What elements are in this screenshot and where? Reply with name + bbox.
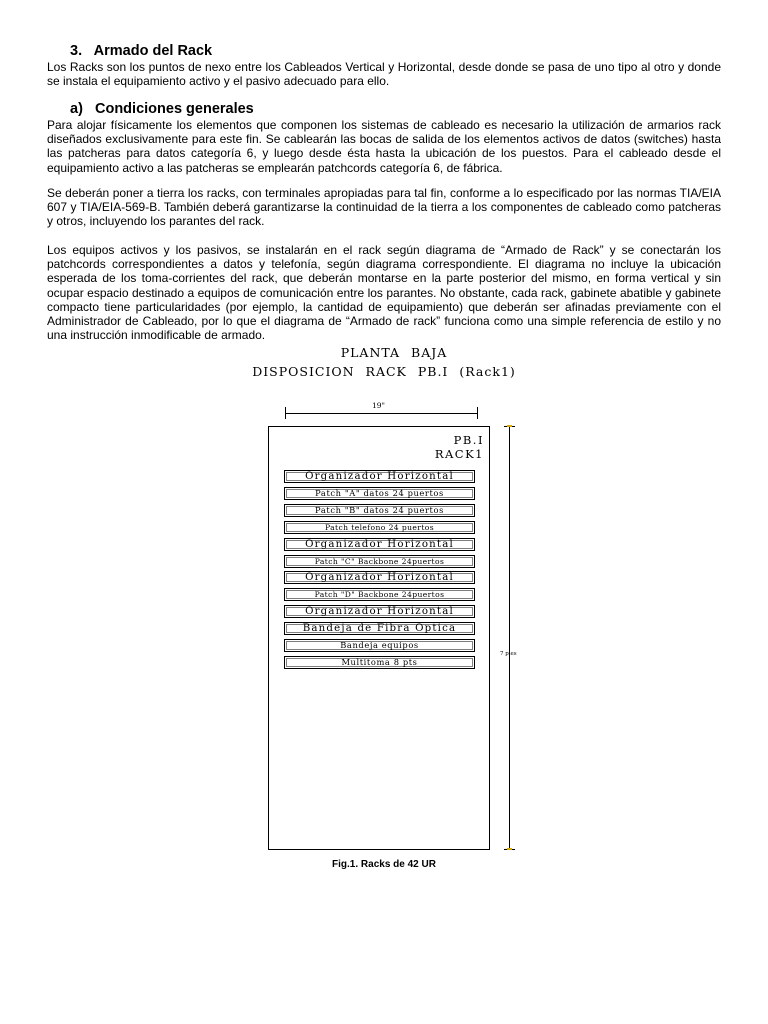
diagram-title-line2: DISPOSICION RACK PB.I (Rack1) xyxy=(252,364,516,379)
rack-slot: Multitoma 8 pts xyxy=(284,656,475,669)
height-dimension-label: 7 pies xyxy=(500,651,517,657)
paragraph-tierra: Se deberán poner a tierra los racks, con terminales apropiadas para tal fin, conforme a lo especificado por las normas TIA/EIA 607 y TIA/EIA-569-B. También deberá garantizarse la continuidad de la tierra a los componentes de cableado como patcheras y otros, incluyendo los parantes del rack. xyxy=(47,186,721,229)
width-dimension-label: 19" xyxy=(372,401,385,410)
rack-slot: Organizador Horizontal xyxy=(284,538,475,551)
rack-slot: Organizador Horizontal xyxy=(284,470,475,483)
height-dimension-line xyxy=(509,426,510,850)
rack-slot: Patch telefono 24 puertos xyxy=(284,521,475,534)
height-dimension-mark-bottom xyxy=(507,848,512,850)
rack-outline xyxy=(268,426,490,850)
section-heading-text: Armado del Rack xyxy=(93,43,213,59)
rack-slot: Patch "A" datos 24 puertos xyxy=(284,487,475,500)
section-intro-paragraph: Los Racks son los puntos de nexo entre los Cableados Vertical y Horizontal, desde donde se pasa de uno tipo al otro y donde se instala el equipamiento activo y el pasivo adecuado para ello. xyxy=(47,60,721,89)
rack-slot: Patch "C" Backbone 24puertos xyxy=(284,555,475,568)
rack-label-location: PB.I xyxy=(453,433,484,447)
rack-slot: Patch "D" Backbone 24puertos xyxy=(284,588,475,601)
rack-label-name: RACK1 xyxy=(434,447,484,461)
subsection-heading-number: a) xyxy=(70,101,83,117)
paragraph-equipos: Los equipos activos y los pasivos, se instalarán en el rack según diagrama de “Armado de Rack” y se conectarán los patchcords correspondientes a datos y telefonía, según diagrama correspondiente. El diagrama no incluye la ubicación esperada de los toma-corrientes del rack, que deberán montarse en la parte posterior del mismo, en forma vertical y sin ocupar espacio destinado a equipos de comunicación entre los parantes. No obstante, cada rack, gabinete abatible y gabinete compacto tiene particularidades (por ejemplo, la cantidad de equipamiento) que deberán ser afinadas previamente con el Administrador de Cableado, por lo que el diagrama de “Armado de rack” funciona como una simple referencia de estilo y no una instrucción inmodificable de armado. xyxy=(47,243,721,343)
rack-slot: Organizador Horizontal xyxy=(284,571,475,584)
subsection-heading xyxy=(70,101,254,117)
diagram-title-line1: PLANTA BAJA xyxy=(340,345,448,360)
figure-caption: Fig.1. Racks de 42 UR xyxy=(332,859,436,870)
paragraph-armarios: Para alojar físicamente los elementos que componen los sistemas de cableado es necesario la utilización de armarios rack diseñados exclusivamente para este fin. Se cablearán las bocas de salida de los elementos activos de datos (switches) hasta las patcheras para datos categoría 6, y luego desde ésta hasta la ubicación de los puestos. Para el cableado desde el equipamiento activo a las patcheras se emplearán patchcords categoría 6, de fábrica. xyxy=(47,118,721,175)
rack-slot: Bandeja equipos xyxy=(284,639,475,652)
rack-slot: Bandeja de Fibra Optica xyxy=(284,622,475,635)
subsection-heading-text: Condiciones generales xyxy=(95,101,254,117)
rack-slot: Patch "B" datos 24 puertos xyxy=(284,504,475,517)
section-heading-number: 3. xyxy=(70,43,83,59)
width-dimension-line xyxy=(285,413,477,414)
rack-slot: Organizador Horizontal xyxy=(284,605,475,618)
height-dimension-mark-top xyxy=(507,425,512,427)
width-dimension-tick-right xyxy=(477,407,478,419)
section-heading xyxy=(70,43,212,59)
